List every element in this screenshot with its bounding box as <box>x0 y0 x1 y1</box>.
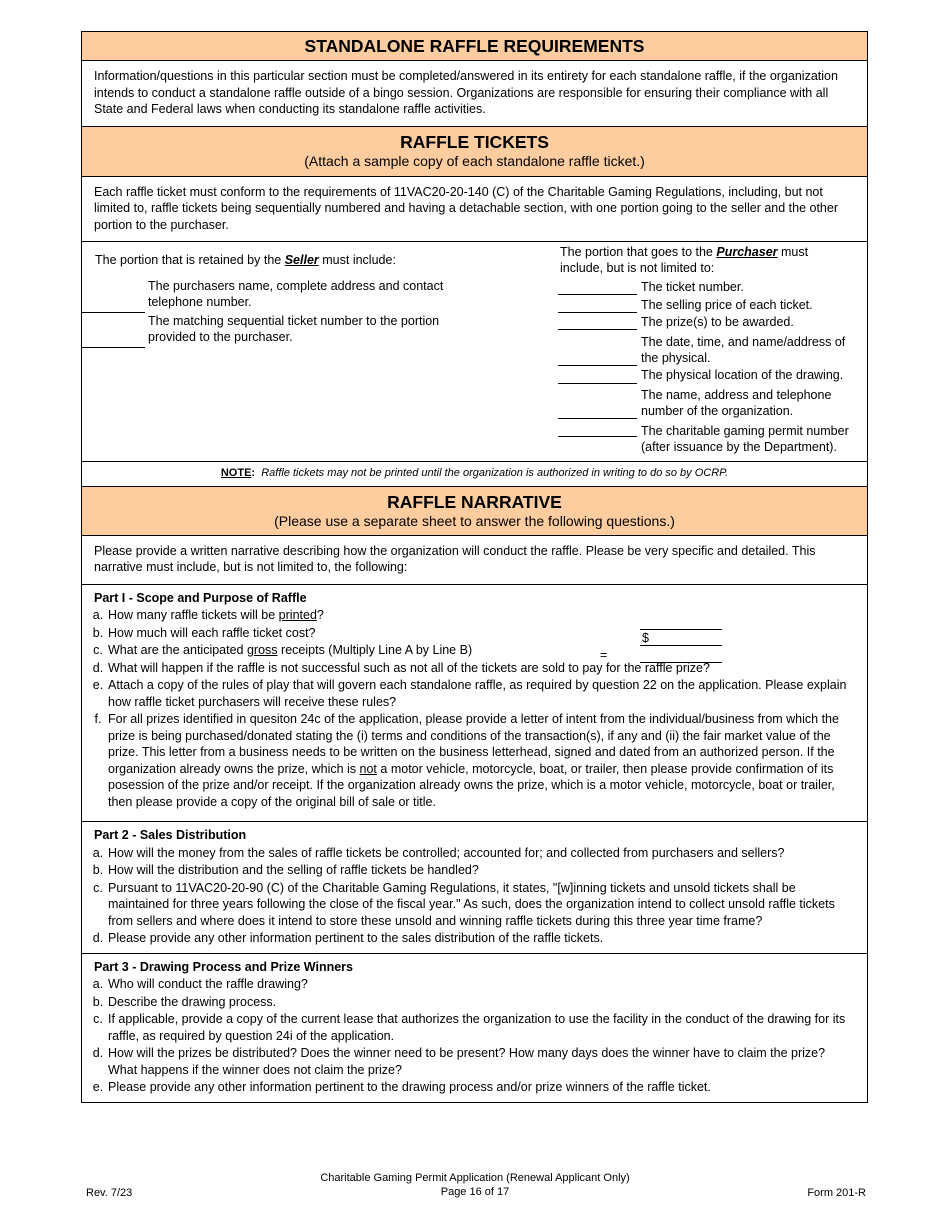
gross-receipts-answer-field[interactable] <box>640 648 722 663</box>
footer-form-number: Form 201-R <box>807 1187 866 1199</box>
item-letter: e. <box>92 678 104 692</box>
dollar-sign: $ <box>642 630 649 645</box>
raffle-tickets-subtitle: (Attach a sample copy of each standalone raffle ticket.) <box>304 152 645 169</box>
part1-c-underlined: gross <box>246 643 278 657</box>
item-letter: e. <box>92 1080 104 1094</box>
part2-d-text: Please provide any other information pertinent to the sales distribution of the raffle tickets. <box>108 931 604 945</box>
part3-b-text: Describe the drawing process. <box>108 994 277 1009</box>
part1-item-d <box>94 660 855 677</box>
part1-item-b <box>94 625 855 642</box>
narrative-intro-section <box>82 536 867 585</box>
purchaser-lead-prefix: The portion that goes to the <box>560 245 713 259</box>
purchaser-lead-suffix: must include, but is not limited to: <box>560 245 809 275</box>
part1-f-underlined: not <box>359 761 377 776</box>
standalone-intro-section <box>82 61 867 127</box>
part2-item-a <box>94 845 855 862</box>
ticket-requirement-section <box>82 177 867 243</box>
seller-check-line-1[interactable] <box>82 312 145 313</box>
raffle-narrative-subtitle: (Please use a separate sheet to answer the following questions.) <box>274 512 675 529</box>
purchaser-check-line-5[interactable] <box>558 383 637 384</box>
part3-title: Part 3 - Drawing Process and Prize Winners <box>94 959 353 974</box>
item-letter: b. <box>92 863 104 877</box>
part1-c-text: What are the anticipated <box>108 643 244 657</box>
item-letter: c. <box>93 1012 103 1026</box>
part1-title: Part I - Scope and Purpose of Raffle <box>94 590 307 605</box>
tickets-printed-answer-field[interactable] <box>640 615 722 630</box>
part3-a-text: Who will conduct the raffle drawing? <box>108 977 308 991</box>
purchaser-check-line-7[interactable] <box>558 436 637 437</box>
purchaser-check-line-3[interactable] <box>558 329 637 330</box>
ticket-cost-answer-field[interactable] <box>640 631 722 646</box>
purchaser-lead <box>560 244 850 276</box>
note-text: Raffle tickets may not be printed until the organization is authorized in writing to do so by OCRP. <box>261 467 729 479</box>
part1-e-text: Attach a copy of the rules of play that will govern each standalone raffle, as required by question 22 on the application. Please explain how raffle ticket purchasers will receive these rules? <box>108 678 847 709</box>
item-letter: c. <box>93 880 103 895</box>
purchaser-check-line-2[interactable] <box>558 312 637 313</box>
part2-section <box>82 827 867 954</box>
part1-a-underlined: printed <box>278 608 317 622</box>
part1-f-post: a motor vehicle, motorcycle, boat, or trailer, then please provide confirmation of its posession of the prize and/or receipt. If the organization already owns the prize, which is a motor vehicle, motorcycle, boat or trailer, then please provide a copy of the original bill of sale or title. <box>108 761 835 809</box>
purchaser-item-4: The date, time, and name/address of the physical. <box>641 335 846 365</box>
part2-c-text: Pursuant to 11VAC20-20-90 (C) of the Charitable Gaming Regulations, it states, "[w]inning tickets and unsold tickets shall be maintained for three years following the close of the fiscal year." As such, does the organization intend to collect unsold raffle tickets from sellers and where does it intend to store these unsold and winning raffle tickets during this three year time frame? <box>108 880 835 928</box>
raffle-narrative-title: RAFFLE NARRATIVE <box>387 491 562 512</box>
standalone-title: STANDALONE RAFFLE REQUIREMENTS <box>304 36 645 56</box>
part2-a-text: How will the money from the sales of raffle tickets be controlled; accounted for; and collected from purchasers and sellers? <box>108 845 785 860</box>
equals-sign: = <box>600 647 608 662</box>
standalone-intro: Information/questions in this particular section must be completed/answered in its entirety for each standalone raffle, if the organization intends to conduct a standalone raffle outside of a bingo session. Organizations are responsible for ensuring their compliance with all State and Federal laws when conducting its standalone raffle activities. <box>94 69 838 116</box>
part3-item-c <box>94 1011 855 1044</box>
purchaser-check-line-1[interactable] <box>558 294 637 295</box>
purchaser-item-3: The prize(s) to be awarded. <box>641 315 794 329</box>
ticket-requirement: Each raffle ticket must conform to the requirements of 11VAC20-20-140 (C) of the Charitable Gaming Regulations, including, but not limited to, raffle tickets being sequentially numbered and having a detachable section, with one portion going to the seller and the other portion to the purchaser. <box>94 184 838 232</box>
seller-lead-suffix: must include: <box>322 253 396 267</box>
part1-c-post: receipts (Multiply Line A by Line B) <box>281 643 473 657</box>
part1-section <box>82 590 867 823</box>
footer-form-title: Charitable Gaming Permit Application (Renewal Applicant Only) <box>320 1172 630 1184</box>
part3-item-a <box>94 976 855 993</box>
part1-f-text: For all prizes identified in quesiton 24c of the application, please provide a letter of intent from the individual/business from which the prize is being purchased/donated stating the (i) terms and conditions of the transaction(s), if any and (ii) the fair market value of the prize. This letter from a business needs to be written on the business letterhead, signed and dated from an authorized person. If the organization already owns the prize, which is <box>108 712 839 776</box>
ticket-portions-section <box>82 242 867 462</box>
part1-item-e <box>94 677 855 710</box>
footer-page-number: Page 16 of 17 <box>440 1186 510 1198</box>
part2-title: Part 2 - Sales Distribution <box>94 828 247 842</box>
part1-a-post: ? <box>316 608 324 622</box>
part3-item-b <box>94 994 855 1011</box>
item-letter: a. <box>92 845 104 860</box>
raffle-tickets-header <box>82 127 867 177</box>
standalone-header <box>82 32 867 61</box>
item-letter: d. <box>92 1046 104 1060</box>
purchaser-item-7: The charitable gaming permit number (after issuance by the Department). <box>641 424 849 454</box>
part3-d-text: How will the prizes be distributed? Does the winner need to be present? How many days does the winner have to claim the prize? What happens if the winner does not claim the prize? <box>108 1046 826 1077</box>
purchaser-item-1: The ticket number. <box>641 280 744 294</box>
purchaser-item-5: The physical location of the drawing. <box>641 368 844 382</box>
ticket-note: NOTE: Raffle tickets may not be printed until the organization is authorized in writing to do so by OCRP. <box>82 462 867 487</box>
part3-section <box>82 959 867 1102</box>
part1-item-c <box>94 642 855 659</box>
part2-item-d <box>94 930 855 947</box>
footer-center <box>250 1171 700 1199</box>
seller-emphasis: Seller <box>284 253 319 267</box>
part1-item-a <box>94 607 855 624</box>
part3-item-d <box>94 1045 855 1078</box>
part3-e-text: Please provide any other information pertinent to the drawing process and/or prize winners of the raffle ticket. <box>108 1080 711 1094</box>
note-label: NOTE <box>220 467 252 479</box>
part1-d-text: What will happen if the raffle is not successful such as not all of the tickets are sold to pay for the raffle prize? <box>108 660 710 675</box>
purchaser-check-line-6[interactable] <box>558 418 637 419</box>
part1-item-f <box>94 711 855 810</box>
raffle-narrative-header <box>82 487 867 536</box>
footer-revision: Rev. 7/23 <box>86 1187 133 1199</box>
part1-b-text: How much will each raffle ticket cost? <box>108 625 316 640</box>
item-letter: b. <box>92 994 104 1009</box>
item-letter: b. <box>92 625 104 640</box>
standalone-raffle-form <box>81 31 868 1103</box>
purchaser-item-2: The selling price of each ticket. <box>641 298 813 312</box>
part1-a-text: How many raffle tickets will be <box>108 608 276 622</box>
part3-c-text: If applicable, provide a copy of the current lease that authorizes the organization to use the facility in the conduct of the drawing for its raffle, as required by question 24i of the application. <box>108 1012 846 1043</box>
item-letter: c. <box>93 643 103 657</box>
part2-b-text: How will the distribution and the selling of raffle tickets be handled? <box>108 863 479 877</box>
part3-item-e <box>94 1079 855 1096</box>
narrative-intro: Please provide a written narrative describing how the organization will conduct the raffle. Please be very specific and detailed. This narrative must include, but is not limited to, the following: <box>94 543 816 574</box>
seller-item-1: The purchasers name, complete address and contact telephone number. <box>148 279 444 309</box>
item-letter: a. <box>92 977 104 991</box>
purchaser-check-line-4[interactable] <box>558 365 637 366</box>
seller-item-2: The matching sequential ticket number to the portion provided to the purchaser. <box>148 314 440 344</box>
item-letter: d. <box>92 660 104 675</box>
item-letter: d. <box>92 931 104 945</box>
seller-lead <box>95 252 396 268</box>
item-letter: f. <box>94 712 102 726</box>
purchaser-item-6: The name, address and telephone number of the organization. <box>641 388 832 418</box>
seller-lead-prefix: The portion that is retained by the <box>95 253 282 267</box>
part2-item-b <box>94 862 855 879</box>
raffle-tickets-title: RAFFLE TICKETS <box>400 131 549 152</box>
seller-check-line-2[interactable] <box>82 347 145 348</box>
item-letter: a. <box>92 608 104 622</box>
purchaser-emphasis: Purchaser <box>716 245 778 259</box>
part2-item-c <box>94 880 855 930</box>
